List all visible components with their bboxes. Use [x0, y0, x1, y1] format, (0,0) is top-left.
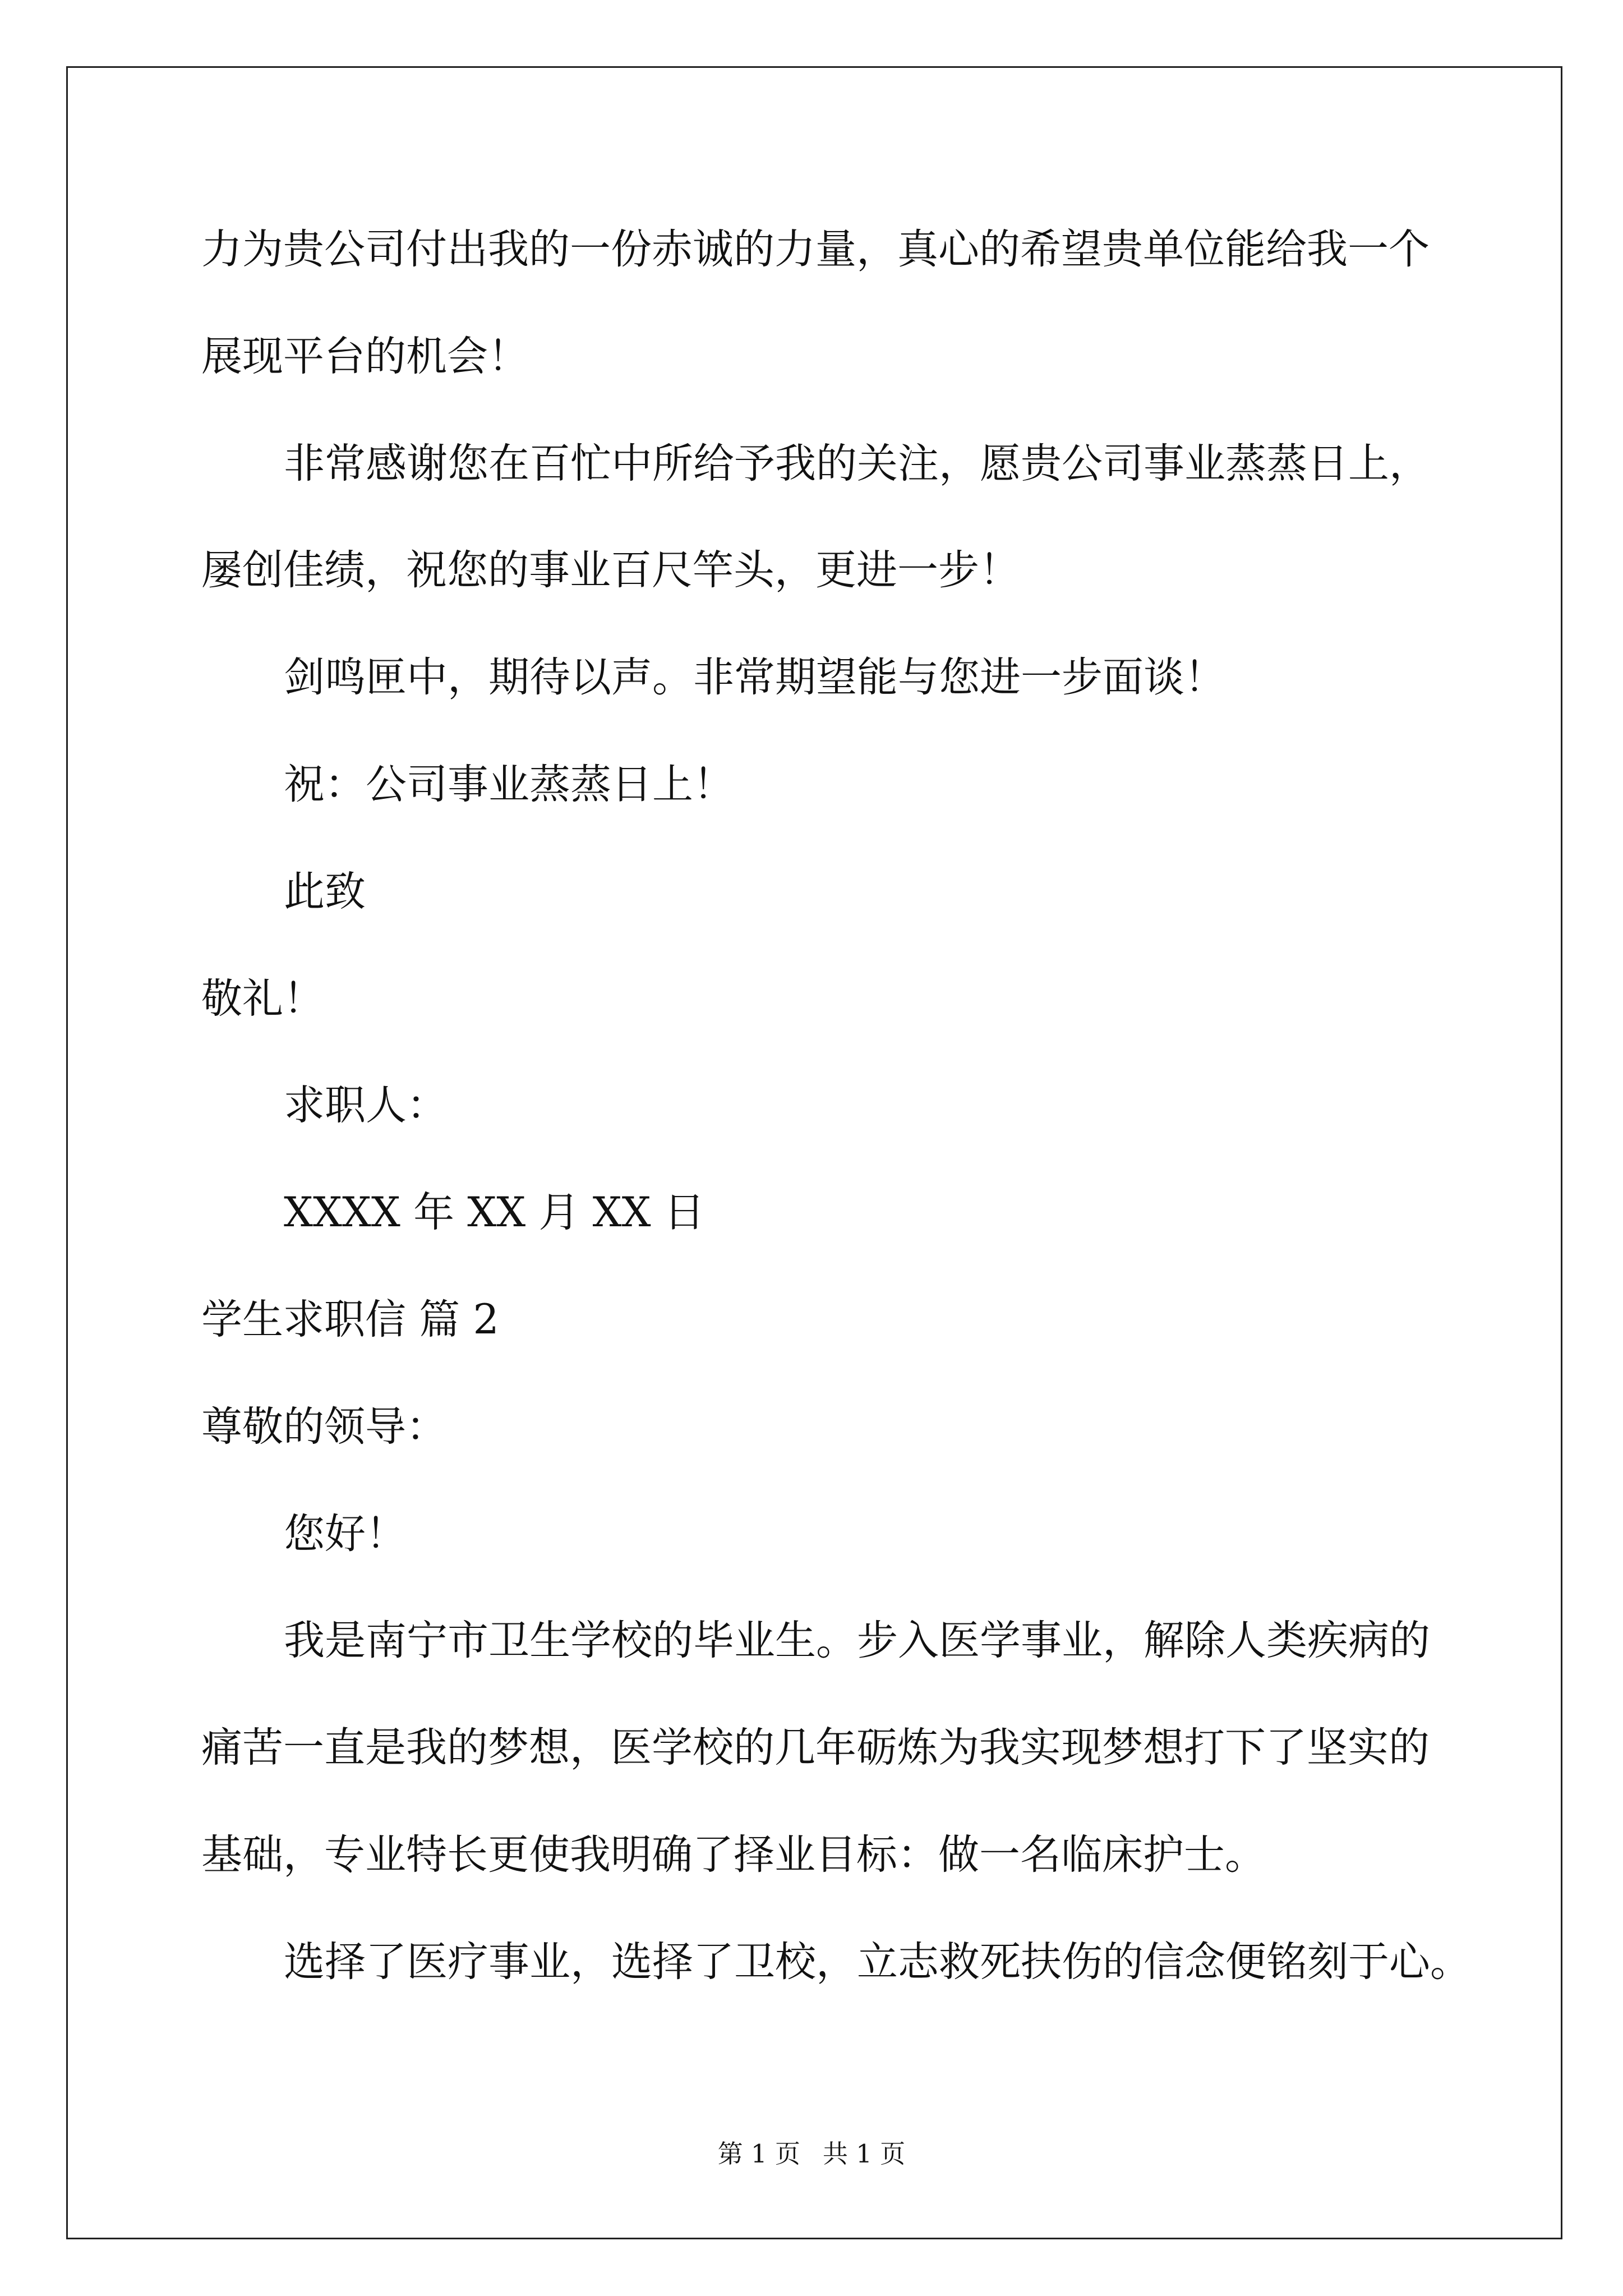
greeting: 您好！ — [284, 1510, 407, 1558]
closing-wish: 祝：公司事业蒸蒸日上！ — [284, 760, 734, 808]
paragraph-line: 非常感谢您在百忙中所给予我的关注，愿贵公司事业蒸蒸日上， — [284, 439, 1430, 487]
signature-label: 求职人： — [284, 1082, 448, 1130]
date-line: XXXX 年 XX 月 XX 日 — [284, 1189, 705, 1237]
paragraph-line: 力为贵公司付出我的一份赤诚的力量，真心的希望贵单位能给我一个 — [201, 226, 1430, 273]
paragraph-line: 选择了医疗事业，选择了卫校，立志救死扶伤的信念便铭刻于心。 — [284, 1938, 1471, 1986]
closing-salute: 敬礼！ — [201, 974, 324, 1023]
paragraph-line: 痛苦一直是我的梦想，医学校的几年砺炼为我实现梦想打下了坚实的 — [201, 1724, 1430, 1772]
paragraph-line: 我是南宁市卫生学校的毕业生。步入医学事业，解除人类疾病的 — [284, 1617, 1430, 1665]
section-heading: 学生求职信 篇 2 — [201, 1295, 499, 1343]
page-number: 第 1 页 — [717, 2139, 800, 2169]
salutation: 尊敬的领导： — [201, 1402, 447, 1451]
closing-phrase: 此致 — [284, 867, 366, 915]
letter-body — [201, 196, 1491, 2016]
paragraph-line: 基础，专业特长更使我明确了择业目标：做一名临床护士。 — [201, 1830, 1266, 1879]
paragraph-line: 剑鸣匣中，期待以声。非常期望能与您进一步面谈！ — [284, 654, 1225, 702]
paragraph-line: 屡创佳绩，祝您的事业百尺竿头，更进一步！ — [201, 546, 1020, 595]
page-total: 共 1 页 — [823, 2139, 906, 2169]
paragraph-line: 展现平台的机会！ — [201, 332, 529, 380]
page-footer — [0, 2138, 1623, 2170]
